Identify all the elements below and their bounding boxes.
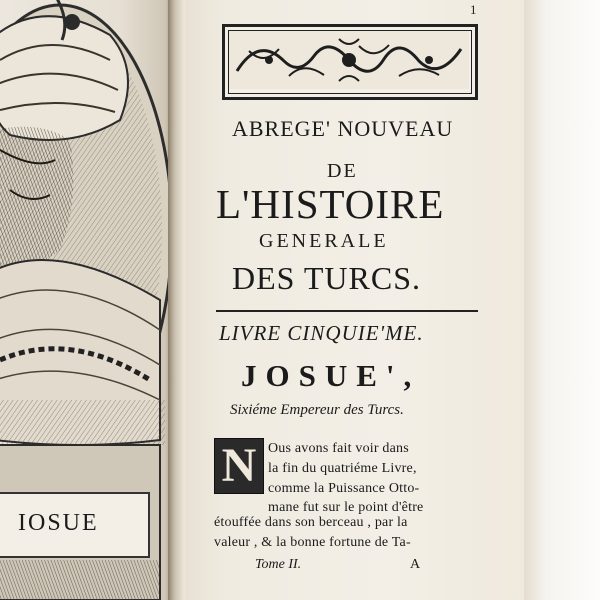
page-number: 1 <box>470 2 477 17</box>
footer-volume: Tome II. <box>255 557 302 572</box>
footer-signature: A <box>410 557 421 572</box>
chapter-name: JOSUE', <box>241 358 421 393</box>
title-rule <box>216 310 478 312</box>
plaque-label: IOSUE <box>18 510 99 536</box>
body-line-2: la fin du quatriéme Livre, <box>268 461 417 476</box>
title-line-5: DES TURCS. <box>232 260 422 296</box>
body-line-5: étouffée dans son berceau , par la <box>214 515 408 530</box>
ornamental-headpiece <box>222 24 478 100</box>
left-page-engraving <box>0 0 172 600</box>
title-line-2: DE <box>327 160 358 182</box>
book-heading: LIVRE CINQUIE'ME. <box>219 321 424 345</box>
body-line-1: Ous avons fait voir dans <box>268 441 409 456</box>
drop-cap-letter: N <box>221 439 257 492</box>
body-line-4: mane fut sur le point d'être <box>268 500 424 515</box>
title-line-1: ABREGE' NOUVEAU <box>232 116 454 141</box>
floral-ornament <box>229 31 469 89</box>
title-line-4: GENERALE <box>259 230 389 252</box>
chapter-subtitle: Sixiéme Empereur des Turcs. <box>230 402 404 418</box>
body-line-6: valeur , & la bonne fortune de Ta- <box>214 535 411 550</box>
title-line-3: L'HISTOIRE <box>216 181 445 227</box>
body-line-3: comme la Puissance Otto- <box>268 481 420 496</box>
page-edge <box>524 0 600 600</box>
